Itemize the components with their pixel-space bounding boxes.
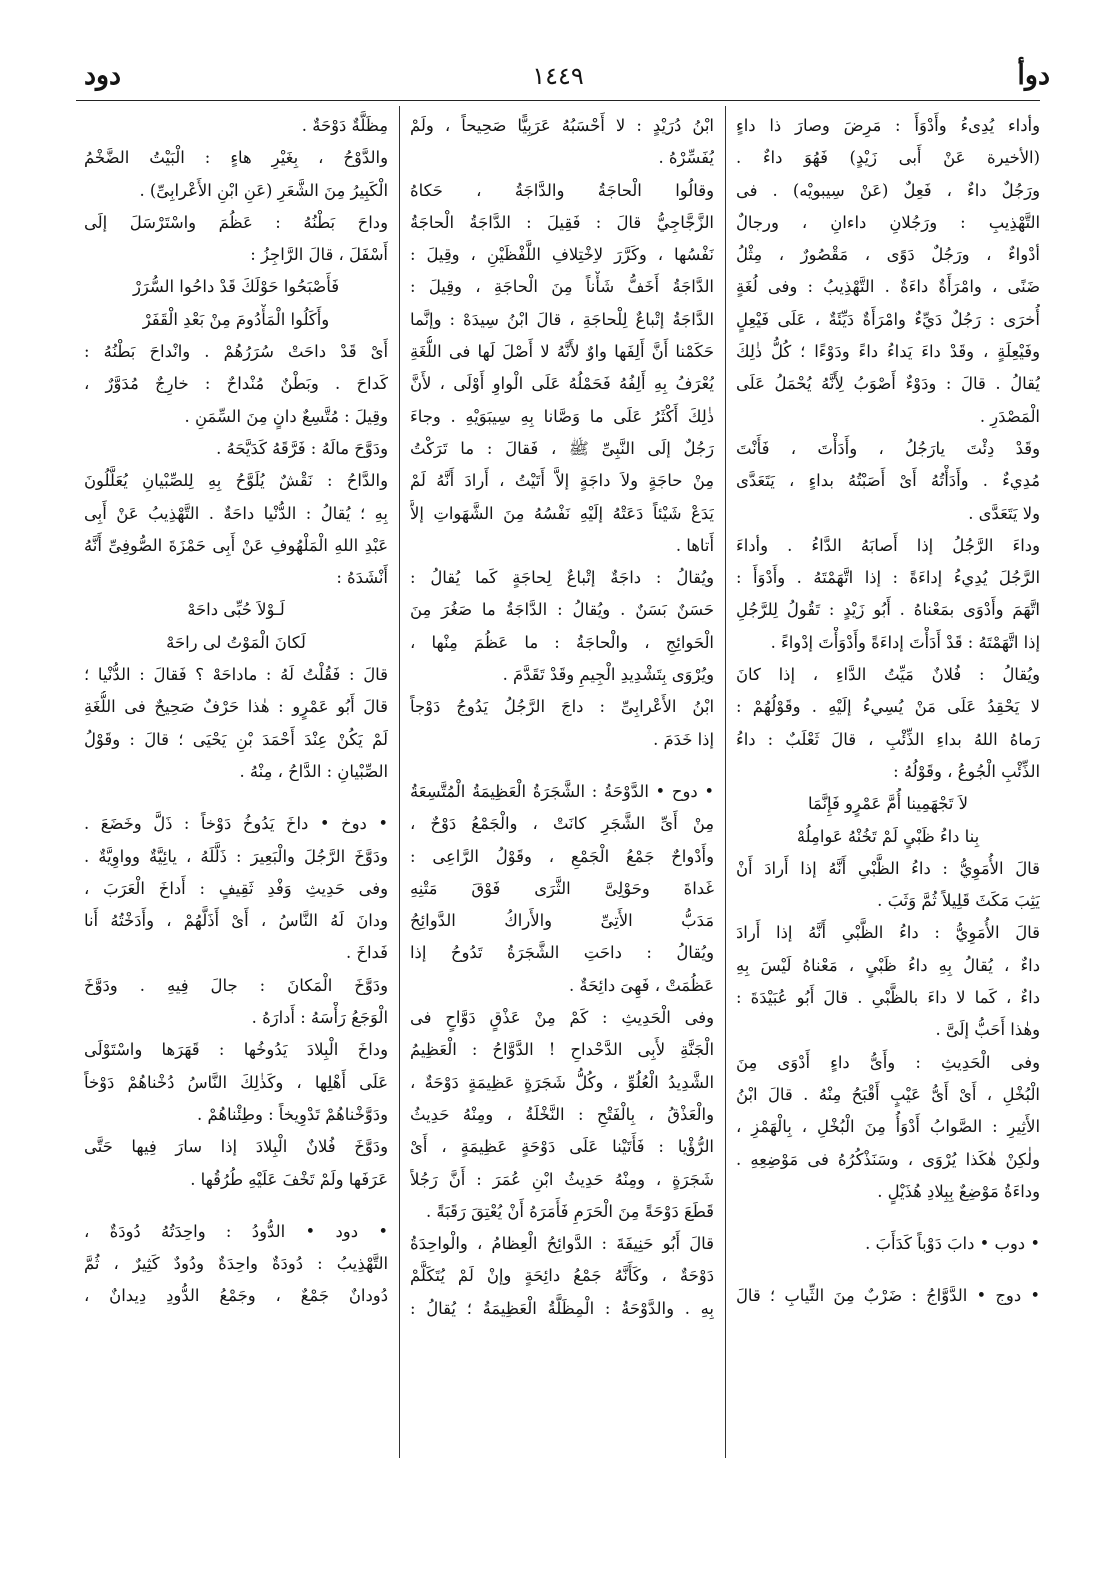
text-line: وفَيْعِلَةٍ ، وقَدْ داءَ يَداءُ داءً ودَوْءًا ؛ كُلُّ ذٰلِكَ <box>736 342 1040 362</box>
entry-gap <box>84 788 388 808</box>
text-line: يَثِبَ مَكَثَ قَلِيلاً ثُمَّ وَثَبَ . <box>877 891 1040 911</box>
text-line: فَداخَ . <box>346 943 388 963</box>
text-line: وهٰذا أَحَبُّ إلَىَّ . <box>935 1020 1040 1040</box>
entry-gap <box>736 1260 1040 1280</box>
text-line: التَّهْذِيبُ : دُودَةٌ واحِدَةٌ ودُودٌ كَثِيرٌ ، ثُمَّ <box>84 1254 388 1274</box>
column-divider <box>399 106 400 1458</box>
text-line: بِهِ ؛ يُقالُ : الدُّنْيا داحَةٌ . التَّهْذِيبُ عَنْ أَبِى <box>84 503 388 523</box>
text-line: وداءَةُ مَوْضِعٌ بِبِلادِ هُذَيْلٍ . <box>877 1181 1040 1201</box>
text-line: إذا خَدَمَ . <box>653 729 714 749</box>
text-line: • دوج • الدَّوَّاجُ : ضَرْبٌ مِنَ الثِّيابِ ؛ قالَ <box>736 1286 1040 1306</box>
text-line: ودَوَّخَ الْمَكانَ : جالَ فِيهِ . ودَوَّخَ <box>84 975 388 995</box>
text-line: الشَّدِيدُ الْعُلُوِّ ، وكُلُّ شَجَرَةٍ عَظِيمَةٍ دَوْحَةٌ ، <box>410 1072 714 1092</box>
text-line: • دوخ • داخَ يَدُوخُ دَوْخاً : ذَلَّ وخَضَعَ . <box>84 814 388 834</box>
verse-line: فَأَصْبَحُوا حَوْلَكَ قَدْ داحُوا السُّرَرْ <box>132 277 340 297</box>
text-line: قالَ أَبُو حَنِيفَةَ : الدَّوائِحُ الْعِظامُ ، والْواحِدَةُ <box>410 1234 714 1254</box>
text-line: أُخرَى : رَجُلٌ دَيِّءٌ وامْرَأَةٌ دَيِّئَةٌ ، عَلَى فَيْعِلٍ <box>736 309 1040 329</box>
text-line: كَداحَ . وبَطْنٌ مُنْداحٌ : خارِجٌ مُدَوَّرٌ ، <box>84 374 388 394</box>
text-line: لَمْ يَكُنْ عِنْدَ أَحْمَدَ بْنِ يَحْيَى ؛ قالَ : وقَوْلُ <box>84 729 388 749</box>
text-line: رَماهُ اللهُ بداءِ الذِّئْبِ ، قالَ ثَعْلَبٌ : داءُ <box>736 729 1040 749</box>
text-line: عَظُمَتْ ، فَهِىَ دائِحَةٌ . <box>569 975 714 995</box>
text-line: ودَوَّخَ الرَّجُلَ والْبَعِيرَ : ذَلَّلَهُ ، يائِيَّةٌ وواوِيَّةٌ . <box>84 846 388 866</box>
verse-line: لَكانَ الْمَوْتُ لى راحَهْ <box>166 632 306 652</box>
text-line: ولا يَتَعَدَّى . <box>968 503 1040 523</box>
text-line: وقَدْ دِئْتَ يارَجُلُ ، وأَدَأْتَ ، فَأَنْتَ <box>736 438 1040 458</box>
header-rule <box>76 100 1040 101</box>
text-line: عَبْدِ اللهِ الْمَلْهُوفِ عَنْ أَبِى حَمْزَةَ الصُّوفِىِّ أَنَّهُ <box>84 535 388 555</box>
text-line: وفى الْحَدِيثِ : كَمْ مِنْ عَذْقٍ دَوَّاحٍ فى <box>410 1008 714 1028</box>
text-line: • دوب • دابَ دَوْباً كَدَأَبَ . <box>865 1234 1040 1254</box>
text-line: الذِّئْبِ الْجُوعُ ، وقَوْلُهُ : <box>893 761 1040 781</box>
text-line: شَجَرَةٍ ، ومِنْهُ حَدِيثُ ابْنِ عُمَرَ : أَنَّ رَجُلاً <box>410 1169 714 1189</box>
text-line: ويُرْوَى بِتَشْدِيدِ الْجِيمِ وقَدْ تَقَدَّمَ . <box>502 665 714 685</box>
text-line: دَوْحَةٌ ، وكَأَنَّهُ جَمْعُ دائِحَةٍ وإنْ لَمْ يُتَكَلَّمْ <box>410 1266 714 1286</box>
text-line: الْحَوائِجِ ، والْحاجَةُ : ما عَظُمَ مِنْها ، <box>410 632 714 652</box>
page-number: ١٤٤٩ <box>532 62 584 90</box>
text-line: اتَّهَمَ وأَدْوَى بمَعْناهُ . أَبُو زَيْدٍ : تَقُولُ لِلرَّجُلِ <box>736 600 1040 620</box>
text-line: مِنْ حاجَةٍ ولاَ داجَةٍ إلاَّ أَتَيْتُ ، أَرادَ أَنَّهُ لَمْ <box>410 471 714 491</box>
text-line: يُعْرَفُ بِهِ أَلِفُهُ فَحَمْلُهُ عَلَى الْواوِ أَوْلَى ، لأَنَّ <box>410 374 714 394</box>
text-line: غَداةَ وحَوْلِىَّ الثَّرَى فَوْقَ مَتْنِهِ <box>410 878 714 898</box>
text-line: الرُّؤْيا : فَأَتَيْنا عَلَى دَوْحَةٍ عَظِيمَةٍ ، أَىْ <box>410 1137 714 1157</box>
text-line: قالَ الأُمَوِيُّ : داءُ الظَّبْىِ أَنَّهُ إذا أَرادَ <box>736 923 1040 943</box>
text-line: قَطَعَ دَوْحَةً مِنَ الْحَرَمِ فَأَمَرَهُ أَنْ يُعْتِقَ رَقَبَةً . <box>425 1201 714 1221</box>
text-line: أدْواءٌ ، ورَجُلٌ دَوًى ، مَقْصُورٌ ، مِثْلُ <box>736 245 1040 265</box>
text-line: قالَ الأُمَوِيُّ : داءُ الظَّبْىِ أَنَّهُ إذا أَرادَ أَنْ <box>736 858 1040 878</box>
text-line: ويُقالُ : فُلانٌ مَيِّتُ الدَّاءِ ، إذا كانَ <box>736 665 1040 685</box>
text-line: ذٰلِكَ أَكْثَرُ عَلَى ما وَصَّانا بِهِ سِيبَوَيْهِ . وجاءَ <box>410 406 714 426</box>
text-line: أَتاها . <box>675 535 714 555</box>
text-line: وداخَ الْبِلادَ يَدُوخُها : قَهَرَها واسْتَوْلَى <box>84 1040 388 1060</box>
header-root-right: دوأ <box>1017 60 1050 91</box>
text-line: ودَوَّحَ مالَهُ : فَرَّقَهُ كَدَيَّحَهُ . <box>216 438 388 458</box>
header-root-left: دود <box>84 60 122 91</box>
column-divider <box>725 106 726 1458</box>
text-line: الْجَنَّةِ لأَبِى الدَّحْداحِ ! الدَّوَّاحُ : الْعَظِيمُ <box>410 1040 714 1060</box>
text-line: وقالُوا الْحاجَةُ والدَّاجَةُ ، حَكاهُ <box>410 180 714 200</box>
text-line: مِظَلَّةٌ دَوْحَةٌ . <box>301 116 388 135</box>
text-line: وداحَ بَطْنُهُ : عَظُمَ واسْتَرْسَلَ إلَى <box>84 212 388 232</box>
text-line: الصِّبْيانِ : الدَّاحُ ، مِنْهُ . <box>239 761 388 781</box>
text-line: التَّهْذِيبِ : ورَجُلانِ داءانِ ، ورجالٌ <box>736 212 1040 232</box>
text-line: ودانَ لَهُ النَّاسُ ، أَىْ أَذَلَّهُمْ ، وأَدَخْتُهُ أَنا <box>84 911 388 931</box>
text-line: الرَّجُلَ يُدِيءُ إداءَةً : إذا اتَّهَمْتَهُ . وأَدْوَأَ : <box>736 568 1040 588</box>
column-middle <box>410 110 714 1460</box>
text-line: الدَّاجَةُ أَخَفُّ شَأْناً مِنَ الْحاجَةِ ، وقِيلَ : <box>410 277 714 297</box>
text-line: بِهِ . والدَّوْحَةُ : الْمِظَلَّةُ الْعَظِيمَةُ ؛ يُقالُ : <box>410 1298 714 1318</box>
text-line: حَكَمْنا أَنَّ أَلِفَها واوٌ لأَنَّهُ لا أَصْلَ لَها فى اللُّغَةِ <box>410 342 714 362</box>
text-line: الْوَجَعُ رَأْسَهُ : أَدارَهُ . <box>251 1008 388 1028</box>
text-line: الدَّاجَةُ إتْباعٌ لِلْحاجَةِ ، قالَ ابْنُ سِيدَهْ : وإنَّما <box>410 309 714 329</box>
text-line: وقِيلَ : مُتَّسِعٌ دانٍ مِنَ السِّمَنِ . <box>184 406 388 426</box>
text-line: عَرَفَها ولَمْ تَخْفَ عَلَيْهِ طُرُقُها . <box>190 1169 388 1189</box>
text-line: الْكَبِيرُ مِنَ الشَّعَرِ (عَنِ ابْنِ الأَعْرابِىِّ) . <box>139 180 388 200</box>
entry-gap <box>410 756 714 776</box>
text-line: والدَّوْحُ ، بِغَيْرِ هاءٍ : الْبَيْتُ الضَّخْمُ <box>84 148 388 168</box>
column-right <box>736 110 1040 1460</box>
verse-line: لاَ تَجْهَمِينا أُمَّ عَمْرٍو فَإِنَّمَا <box>807 794 969 814</box>
text-line: ويُقالُ : داجَةٌ إتْباعٌ لِحاجَةٍ كَما يُقالُ : <box>410 568 714 588</box>
text-line: مِنْ أَىِّ الشَّجَرِ كانَتْ ، والْجَمْعُ دَوْحٌ ، <box>410 814 714 834</box>
text-line: أَنْشَدَهُ : <box>336 568 388 588</box>
text-line: الزَّجَّاجِيُّ قالَ : فَقِيلَ : الدَّاجَةُ الْحاجَةُ <box>410 212 714 232</box>
text-line: ورَجُلٌ داءٌ ، فَعِلٌ (عَنْ سِيبويْه) . فى <box>736 180 1040 200</box>
verse-line: لَـوْلاَ حُبِّى داحَهْ <box>187 600 285 620</box>
text-line: نَفْسُها ، وكَرَّرَ لاِخْتِلافِ اللَّفْظَيْنِ ، وقِيلَ : <box>410 245 714 265</box>
text-line: الْمَصْدَرِ . <box>979 406 1040 426</box>
text-line: إذا اتَّهَمْتَهُ : قَدْ أَدَأْتَ إداءَةً وأَدْوَأْتَ إدْواءً . <box>770 632 1040 652</box>
text-line: ودَوَّخْناهُمْ تَدْوِيخاً : وطِئْناهُمْ . <box>197 1104 388 1124</box>
text-line: داءٌ ، يُقالُ بِهِ داءُ ظَبْىٍ ، مَعْناهُ لَيْسَ بِهِ <box>736 955 1040 975</box>
text-line: دُودانٌ جَمْعٌ ، وجَمْعُ الدُّودِ دِيدانٌ ، <box>84 1286 388 1306</box>
text-line: الأَثِيرِ : الصَّوابُ أَدْوَأُ مِنَ الْبُخْلِ ، بِالْهَمْزِ ، <box>736 1117 1040 1137</box>
text-line: عَلَى أَهْلِها ، وكَذٰلِكَ النَّاسُ دُخْناهُمْ دَوْخاً <box>84 1072 388 1092</box>
text-line: والدَّاحُ : نَقْشٌ يُلَوَّحُ بِهِ لِلصِّبْيانِ يُعَلَّلُونَ <box>84 471 388 491</box>
text-line: • دود • الدُّودُ : واحِدَتُهُ دُودَةٌ ، <box>84 1221 388 1241</box>
text-line: لا يَحْقِدُ عَلَى مَنْ يُسِيءُ إلَيْهِ . وقَوْلُهُمْ : <box>736 697 1040 717</box>
text-line: أَىْ قَدْ داحَتْ سُرَرُهُمْ . وانْداحَ بَطْنُهُ : <box>84 342 388 362</box>
text-line: رَجُلٌ إلَى النَّبِىِّ ﷺ ، فَقالَ : ما تَرَكْتُ <box>410 438 714 458</box>
column-left <box>84 110 388 1460</box>
text-line: ابْنُ دُرَيْدٍ : لا أَحْسَبُهُ عَرَبِيًّا صَحِيحاً ، ولَمْ <box>410 116 714 135</box>
text-line: وأَدْواحٌ جَمْعُ الْجَمْعِ ، وقَوْلُ الرَّاعِى : <box>410 846 714 866</box>
text-line: قالَ أَبُو عَمْرٍو : هٰذا حَرْفٌ صَحِيحٌ فى اللُّغَةِ <box>84 697 388 717</box>
verse-line: وأَكَلُوا الْمَأْدُومَ مِنْ بَعْدِ الْقَفَرْ <box>142 309 330 329</box>
text-line: الْبُخْلِ ، أَىْ أَىُّ عَيْبٍ أَقْبَحُ مِنْهُ . قالَ ابْنُ <box>736 1084 1040 1104</box>
verse-line: بِنا داءُ ظَبْىٍ لَمْ تَخُنْهُ عَوامِلُهْ <box>796 826 980 846</box>
text-line: قالَ : فَقُلْتُ لَهُ : ماداحَهْ ؟ فَقالَ : الدُّنْيا ؛ <box>84 665 388 685</box>
entry-gap <box>84 1196 388 1216</box>
text-line: داءٌ ، كَما لا داءَ بالظَّبْىِ . قالَ أَبُو عُبَيْدَةَ : <box>736 988 1040 1008</box>
text-line: ودَوَّخَ فُلانٌ الْبِلادَ إذا سارَ فِيها حَتَّى <box>84 1137 388 1157</box>
text-line: مُدِيءٌ . وأَدَأْتُهُ أَىْ أَصَبْتُهُ بداءٍ ، يَتَعَدَّى <box>736 471 1040 491</box>
page-header <box>0 60 1116 100</box>
text-line: وداءَ الرَّجُلُ إذا أَصابَهُ الدَّاءُ . وأداءَ <box>736 535 1040 555</box>
text-line: أَسْفَلَ ، قالَ الرَّاجِزُ : <box>250 245 388 265</box>
text-line: ابْنُ الأَعْرابِىِّ : داجَ الرَّجُلُ يَدُوجُ دَوْجاً <box>410 697 714 717</box>
text-line: ضَنًى ، وامْرَأَةٌ داءَةٌ . التَّهْذِيبُ : وفى لُغَةٍ <box>736 277 1040 297</box>
text-line: وفى حَدِيثِ وَفْدِ ثَقِيفٍ : أَداخَ الْعَرَبَ ، <box>84 878 388 898</box>
text-line: • دوح • الدَّوْحَةُ : الشَّجَرَةُ الْعَظِيمَةُ الْمُتَّسِعَةُ <box>410 781 714 801</box>
text-line: يُفَسِّرْهُ . <box>658 148 714 168</box>
text-line: وفى الْحَدِيثِ : وأَىُّ داءٍ أَدْوَى مِنَ <box>736 1052 1040 1072</box>
text-line: (الأخيرة عَنْ أَبى زَيْدٍ) فَهُوَ داءٌ . <box>736 148 1040 168</box>
text-line: ويُقالُ : داحَتِ الشَّجَرَةُ تَدُوحُ إذا <box>410 943 714 963</box>
text-line: والْعَذْقُ ، بِالْفَتْحِ : النَّخْلَةُ ، ومِنْهُ حَدِيثُ <box>410 1104 714 1124</box>
text-line: مَدَبُّ الأَتِىِّ والأَراكُ الدَّوائِحُ <box>410 911 714 931</box>
text-line: يُقالُ . قالَ : ودَوْءٌ أَصْوَبُ لِأَنَّهُ يُحْمَلُ عَلَى <box>736 374 1040 394</box>
text-line: يَدَعْ شَيْئاً دَعَتْهُ إلَيْهِ نَفْسُهُ مِنَ الشَّهَواتِ إلاَّ <box>410 503 714 523</box>
text-line: وأداء يُدِىءُ وأَدْوَأَ : مَرِضَ وصارَ ذا داءٍ <box>736 116 1040 135</box>
text-line: ولٰكِنْ هٰكَذا يُرْوَى ، وسَنَذْكُرُهُ فى مَوْضِعِهِ . <box>736 1149 1040 1169</box>
entry-gap <box>736 1208 1040 1228</box>
text-line: حَسَنٌ بَسَنٌ . ويُقالُ : الدَّاجَةُ ما صَغُرَ مِنَ <box>410 600 714 620</box>
